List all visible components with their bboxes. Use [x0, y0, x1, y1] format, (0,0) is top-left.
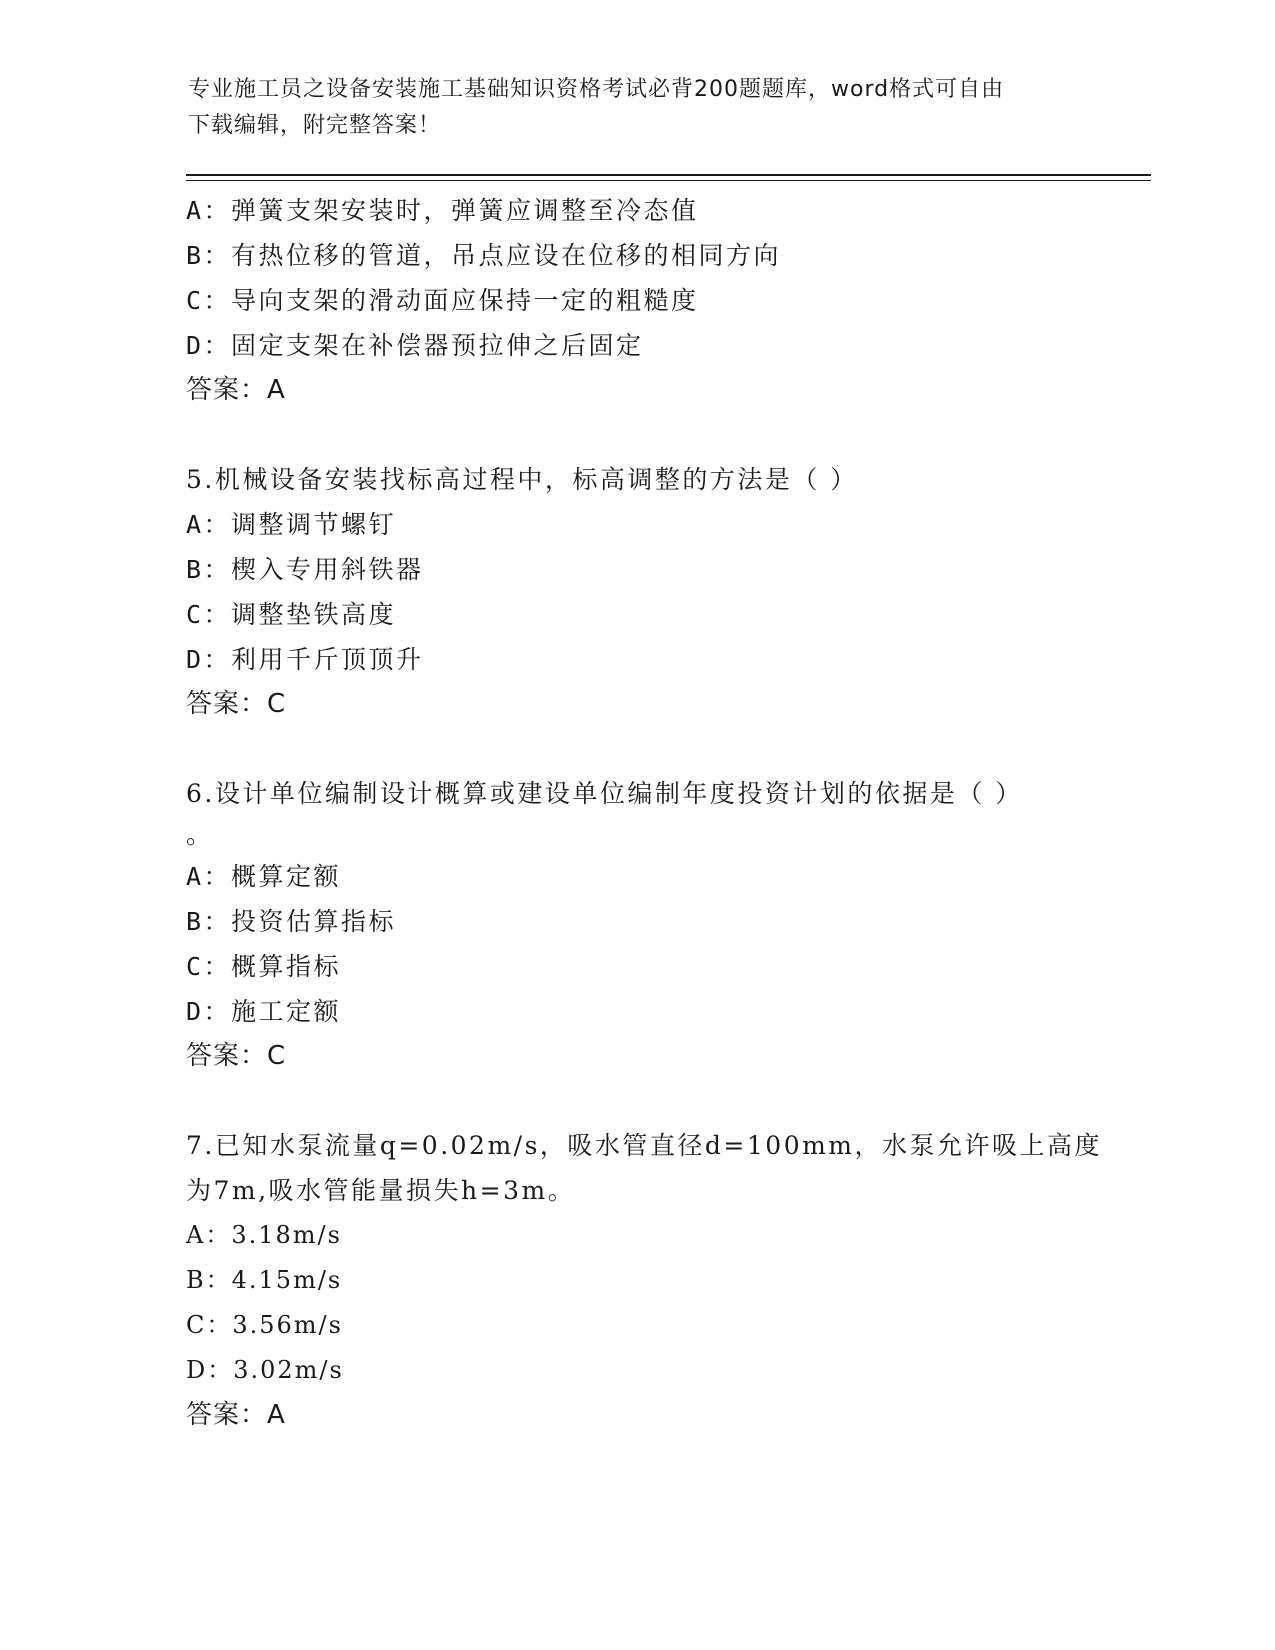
option-b: B：投资估算指标 [186, 907, 397, 936]
option-b: B：楔入专用斜铁器 [186, 555, 424, 584]
question-spacer [186, 413, 1086, 457]
option-c: C：3.56m/s [186, 1311, 343, 1339]
option-a: A：概算定额 [186, 862, 342, 891]
answer-label: 答案：C [186, 689, 287, 719]
option-a: A：3.18m/s [186, 1221, 342, 1249]
header-line-1: 专业施工员之设备安装施工基础知识资格考试必背200题题库，word格式可自由 [188, 77, 1005, 102]
header-rule-thin [186, 180, 1151, 181]
option-c: C：导向支架的滑动面应保持一定的粗糙度 [186, 286, 699, 315]
option-a: A：弹簧支架安装时，弹簧应调整至冷态值 [186, 196, 699, 225]
question-spacer [186, 1079, 1086, 1123]
answer-label: 答案：A [186, 1400, 286, 1430]
answer-label: 答案：C [186, 1041, 287, 1071]
option-c: C：概算指标 [186, 952, 342, 981]
document-header [188, 72, 1068, 144]
question-text-continued: 。 [186, 820, 214, 849]
option-c: C：调整垫铁高度 [186, 600, 397, 629]
question-7-block [186, 1123, 1103, 1438]
answer-label: 答案：A [186, 375, 286, 405]
question-6-block [186, 771, 1086, 1079]
header-line-2: 下载编辑，附完整答案！ [188, 113, 442, 138]
question-4-block [186, 188, 1086, 413]
option-a: A：调整调节螺钉 [186, 510, 397, 539]
question-5-block [186, 457, 1086, 727]
header-rule-thick [186, 174, 1151, 176]
question-list [186, 188, 1103, 1438]
option-d: D：施工定额 [186, 997, 342, 1026]
question-text-continued: 为7m,吸水管能量损失h=3m。 [186, 1176, 576, 1205]
option-b: B：有热位移的管道，吊点应设在位移的相同方向 [186, 241, 782, 270]
option-d: D：3.02m/s [186, 1356, 344, 1384]
question-text: 7.已知水泵流量q=0.02m/s，吸水管直径d=100mm，水泵允许吸上高度 [186, 1131, 1103, 1160]
question-spacer [186, 727, 1086, 771]
option-d: D：利用千斤顶顶升 [186, 645, 424, 674]
question-text: 6.设计单位编制设计概算或建设单位编制年度投资计划的依据是（ ） [186, 779, 1023, 808]
option-b: B：4.15m/s [186, 1266, 343, 1294]
question-text: 5.机械设备安装找标高过程中，标高调整的方法是（ ） [186, 465, 858, 494]
option-d: D：固定支架在补偿器预拉伸之后固定 [186, 331, 644, 360]
